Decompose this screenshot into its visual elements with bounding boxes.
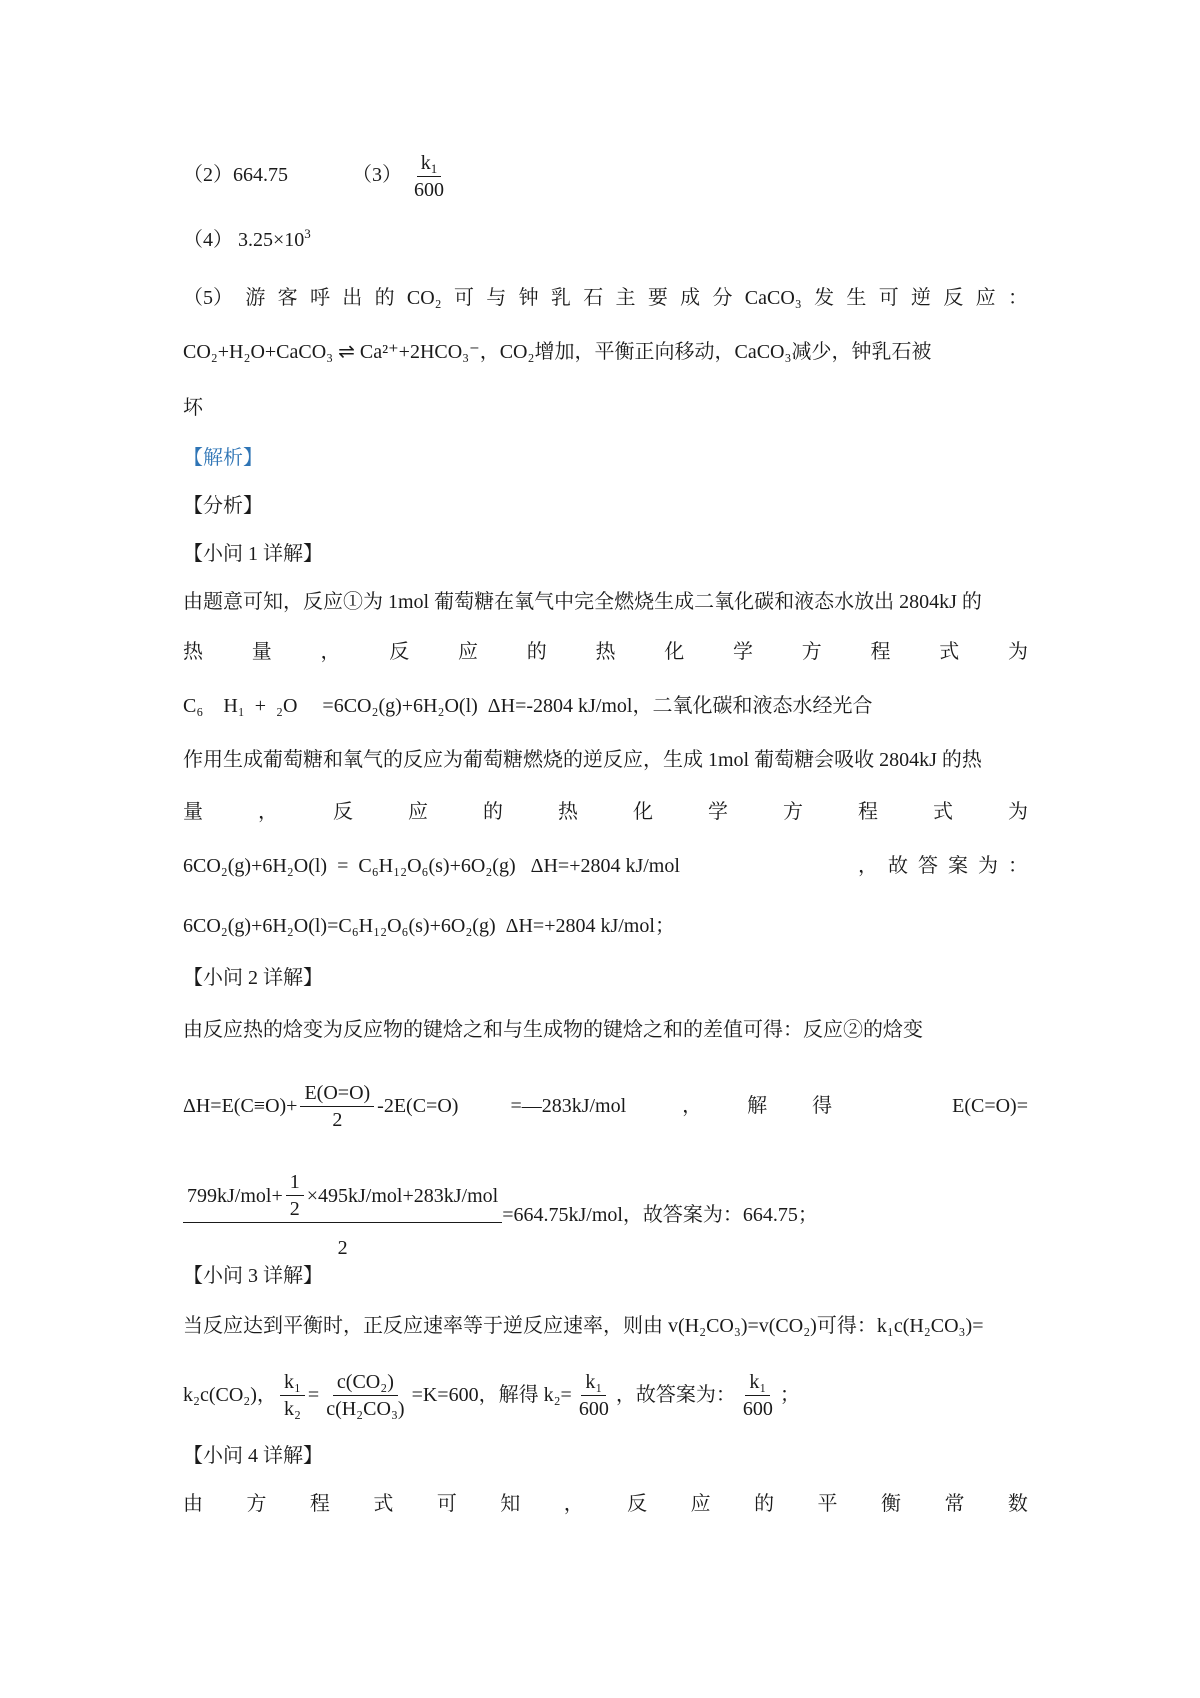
answer-5-equation: CO₂+H₂O+CaCO₃ ⇌ Ca²⁺+2HCO₃⁻ [183,341,480,363]
q3-fraction-concentration: $\frac{\text{c(CO₂)}}{\text{c(H₂CO₃)}}$ [326,1370,405,1420]
q4-p1-word: 反 [627,1493,648,1515]
q1-p6-word: ， [858,855,878,877]
q1-paragraph-5 [183,800,1028,824]
answer-5-tail: ，CO₂增加，平衡正向移动，CaCO₃减少，钟乳石被 [479,341,932,363]
answer-5-word: CO₂ [406,287,442,309]
fenxi-heading: 【分析】 [183,495,263,517]
q1-p2-word: 化 [664,641,685,663]
q1-p5-word: 方 [783,801,803,823]
q4-p1-word: 式 [373,1493,394,1515]
q3-paragraph-1: 当反应达到平衡时，正反应速率等于逆反应速率，则由 v(H₂CO₃)=v(CO₂)可得：k₁c(H₂CO₃)= [183,1315,984,1337]
q4-p1-word: 常 [944,1493,965,1515]
q1-equation-3: 6CO₂(g)+6H₂O(l)=C₆H₁₂O₆(s)+6O₂(g) ΔH=+2804 kJ/mol [183,915,655,937]
answer-5-word: 客 [277,287,298,309]
q1-equation-line-2 [183,854,1028,878]
answer-5-word: CaCO₃ [744,287,802,309]
answer-5-word: 可 [878,287,899,309]
q4-p1-word: 可 [436,1493,457,1515]
q1-equation-2: 6CO₂(g)+6H₂O(l) = C₆H₁₂O₆(s)+6O₂(g) ΔH=+2804 kJ/mol [183,855,680,877]
answer-2: （2）664.75 [183,164,288,187]
q1-paragraph-4: 作用生成葡萄糖和氧气的反应为葡萄糖燃烧的逆反应，生成 1mol 葡萄糖会吸收 2804kJ 的热 [183,749,982,771]
answer-5-word: 出 [342,287,363,309]
answer-5-word: 呼 [309,287,330,309]
q1-p6-word: 案 [948,855,968,877]
answer-5-line [183,286,1028,310]
q1-p5-word: 式 [933,801,953,823]
q1-p6-word: ： [1008,855,1028,877]
answer-5-word: 生 [846,287,867,309]
q4-p1-word: 程 [309,1493,330,1515]
q4-p1-word: 平 [817,1493,838,1515]
answer-5-word: 分 [712,287,733,309]
q2-result-fraction: 799kJ/mol+ $\frac{1}{2}$ ×495kJ/mol+283kJ/mol 2 [183,1171,502,1259]
answer-5-word: 的 [374,287,395,309]
answer-5-word: 石 [583,287,604,309]
answer-2-3-line [183,152,451,201]
q4-p1-word: 衡 [880,1493,901,1515]
q4-p1-word: ， [563,1493,584,1515]
answer-5-word: 主 [615,287,636,309]
q1-equation-1: C₆ H₁ + ₂O =6CO₂(g)+6H₂O(l) ΔH=-2804 kJ/mol [183,695,633,717]
q1-p2-word: ， [320,641,341,663]
answer-3-fraction: $\frac{k_1}{600}$ [414,152,444,201]
q1-p5-word: 为 [1008,801,1028,823]
q1-p5-word: 反 [333,801,353,823]
answer-4-value: $3.25\times 10^3$ [238,226,311,251]
q1-p2-word: 反 [389,641,410,663]
answer-5-word: 钟 [518,287,539,309]
answer-5-word: ： [1007,287,1028,309]
answer-5-equation-line [183,340,931,364]
q1-p6-word: 故 [888,855,908,877]
q1-paragraph-2 [183,640,1028,664]
answer-5-end: 坏 [183,397,203,419]
q2-dh-word: 得 [812,1095,833,1117]
answer-5-word: 乳 [550,287,571,309]
answer-5-word: 应 [975,287,996,309]
q2-result-value: =664.75kJ/mol，故答案为：664.75； [502,1204,818,1226]
q2-enthalpy-line: ΔH=E(C≡O)+ $\frac{E(O=O)}{2}$ -2E(C=O) =—283kJ/mol ， 解 得 E(C=O)= [183,1076,1028,1136]
q4-heading: 【小问 4 详解】 [183,1445,323,1467]
q1-p2-word: 的 [526,641,547,663]
q3-heading: 【小问 3 详解】 [183,1265,323,1287]
q1-p2-word: 应 [458,641,478,663]
q1-p5-word: 程 [858,801,878,823]
q1-p6-word: 答 [918,855,938,877]
q1-paragraph-1: 由题意可知，反应①为 1mol 葡萄糖在氧气中完全燃烧生成二氧化碳和液态水放出 2804kJ 的 [183,591,982,613]
answer-4-label: （4） [183,229,233,251]
q1-equation-line-3: 6CO₂(g)+6H₂O(l)=C₆H₁₂O₆(s)+6O₂(g) ΔH=+2804 kJ/mol； [183,915,675,937]
q1-p2-word: 学 [733,641,753,663]
q1-p5-word: 热 [558,801,578,823]
answer-5-word: 要 [647,287,668,309]
q2-dh-word: 解 [747,1095,768,1117]
q4-p1-word: 的 [754,1493,775,1515]
q1-p2-word: 为 [1008,641,1028,663]
q1-p2-word: 方 [801,641,822,663]
q4-p1-word: 由 [183,1493,203,1515]
answer-5-word: 游 [245,287,266,309]
answer-5-word: （5） [183,287,233,309]
q2-paragraph-1: 由反应热的焓变为反应物的键焓之和与生成物的键焓之和的差值可得：反应②的焓变 [183,1019,923,1041]
q1-heading: 【小问 1 详解】 [183,543,323,565]
q1-p5-word: ， [258,801,278,823]
q1-p6-word: 为 [978,855,998,877]
q1-p5-word: 化 [633,801,653,823]
q2-e-co: E(C=O)= [952,1095,1028,1117]
q1-p5-word: 学 [708,801,728,823]
q1-p2-word: 热 [183,641,203,663]
q1-p5-word: 的 [483,801,503,823]
q3-fraction-answer: $\frac{\text{k₁}}{600}$ [742,1370,773,1420]
q1-equation-line-1: C₆ H₁ + ₂O =6CO₂(g)+6H₂O(l) ΔH=-2804 kJ/mol，二氧化碳和液态水经光合 [183,695,873,717]
q2-enthalpy-value: =—283kJ/mol [510,1095,627,1117]
q2-dh-word: ， [682,1095,703,1117]
q1-p2-word: 程 [870,641,891,663]
q4-p1-word: 应 [690,1493,711,1515]
answer-5-word: 可 [453,287,474,309]
q4-p1-word: 方 [246,1493,267,1515]
q2-enthalpy-fraction: $\frac{E(O=O)}{2}$ [300,1082,374,1131]
q2-result-line [183,1170,818,1260]
answer-5-word: 反 [943,287,964,309]
q1-p5-word: 应 [408,801,428,823]
jiexi-heading: 【解析】 [183,447,263,469]
q2-heading: 【小问 2 详解】 [183,967,323,989]
answer-4-line [183,228,311,252]
q3-rate-line: k₂c(CO₂)， $\frac{\text{k₁}}{\text{k₂}}$ = $\frac{\text{c(CO₂)}}{\text{c(H₂CO₃)}}$ =K=600，解得 k₂= $\frac{\text{k₁}}{600}$ ，故答案为： $\frac{\text{k₁}}{600}$ ； [183,1370,800,1420]
answer-5-word: 与 [486,287,507,309]
q1-p2-word: 热 [595,641,616,663]
q4-paragraph-1 [183,1492,1028,1516]
answer-5-word: 发 [814,287,835,309]
q3-fraction-k1-k2: $\frac{\text{k₁}}{\text{k₂}}$ [280,1371,305,1420]
q4-p1-word: 数 [1007,1493,1028,1515]
q1-p5-word: 量 [183,801,203,823]
answer-5-word: 逆 [911,287,931,309]
q1-p2-word: 式 [939,641,960,663]
q1-p2-word: 量 [251,641,272,663]
answer-5-word: 成 [680,287,701,309]
answer-3-label: （3） [352,164,402,187]
q4-p1-word: 知 [500,1493,521,1515]
q3-fraction-k2: $\frac{\text{k₁}}{600}$ [578,1370,609,1420]
